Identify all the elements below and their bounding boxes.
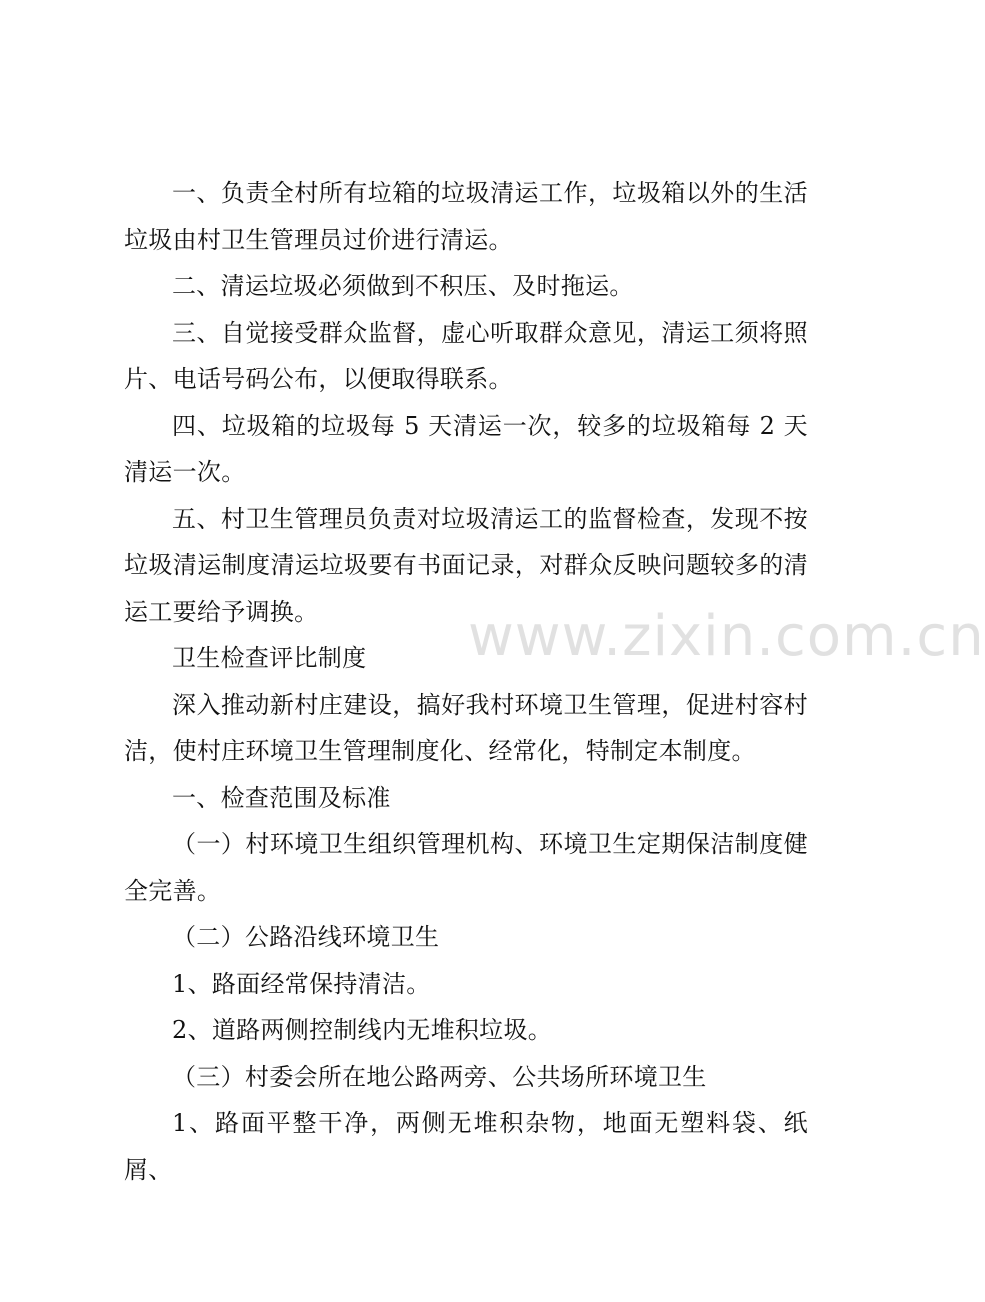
- paragraph-4: 四、垃圾箱的垃圾每 5 天清运一次，较多的垃圾箱每 2 天清运一次。: [124, 411, 808, 486]
- paragraph-3: 三、自觉接受群众监督，虚心听取群众意见，清运工须将照片、电话号码公布，以便取得联系。: [124, 318, 808, 393]
- paragraph-11: 1、路面经常保持清洁。: [172, 969, 431, 998]
- paragraph-13: （三）村委会所在地公路两旁、公共场所环境卫生: [172, 1062, 707, 1091]
- paragraph-7: 深入推动新村庄建设，搞好我村环境卫生管理，促进村容村洁，使村庄环境卫生管理制度化、经常化，特制定本制度。: [124, 690, 808, 765]
- paragraph-1: 一、负责全村所有垃箱的垃圾清运工作，垃圾箱以外的生活垃圾由村卫生管理员过价进行清运。: [124, 179, 808, 254]
- paragraph-10: （二）公路沿线环境卫生: [172, 923, 440, 951]
- document-body: [124, 170, 808, 1193]
- paragraph-9: （一）村环境卫生组织管理机构、环境卫生定期保洁制度健全完善。: [124, 830, 808, 905]
- paragraph-5: 五、村卫生管理员负责对垃圾清运工的监督检查，发现不按垃圾清运制度清运垃圾要有书面记录，对群众反映问题较多的清运工要给予调换。: [124, 504, 808, 626]
- paragraph-2: 二、清运垃圾必须做到不积压、及时拖运。: [172, 272, 634, 300]
- paragraph-14: 1、路面平整干净，两侧无堆积杂物，地面无塑料袋、纸屑、: [124, 1109, 808, 1184]
- section-heading: 卫生检查评比制度: [172, 644, 367, 672]
- watermark-text: www.zixin.com.cn: [468, 604, 985, 669]
- paragraph-12: 2、道路两侧控制线内无堆积垃圾。: [172, 1016, 553, 1044]
- subsection-heading: 一、检查范围及标准: [172, 783, 391, 812]
